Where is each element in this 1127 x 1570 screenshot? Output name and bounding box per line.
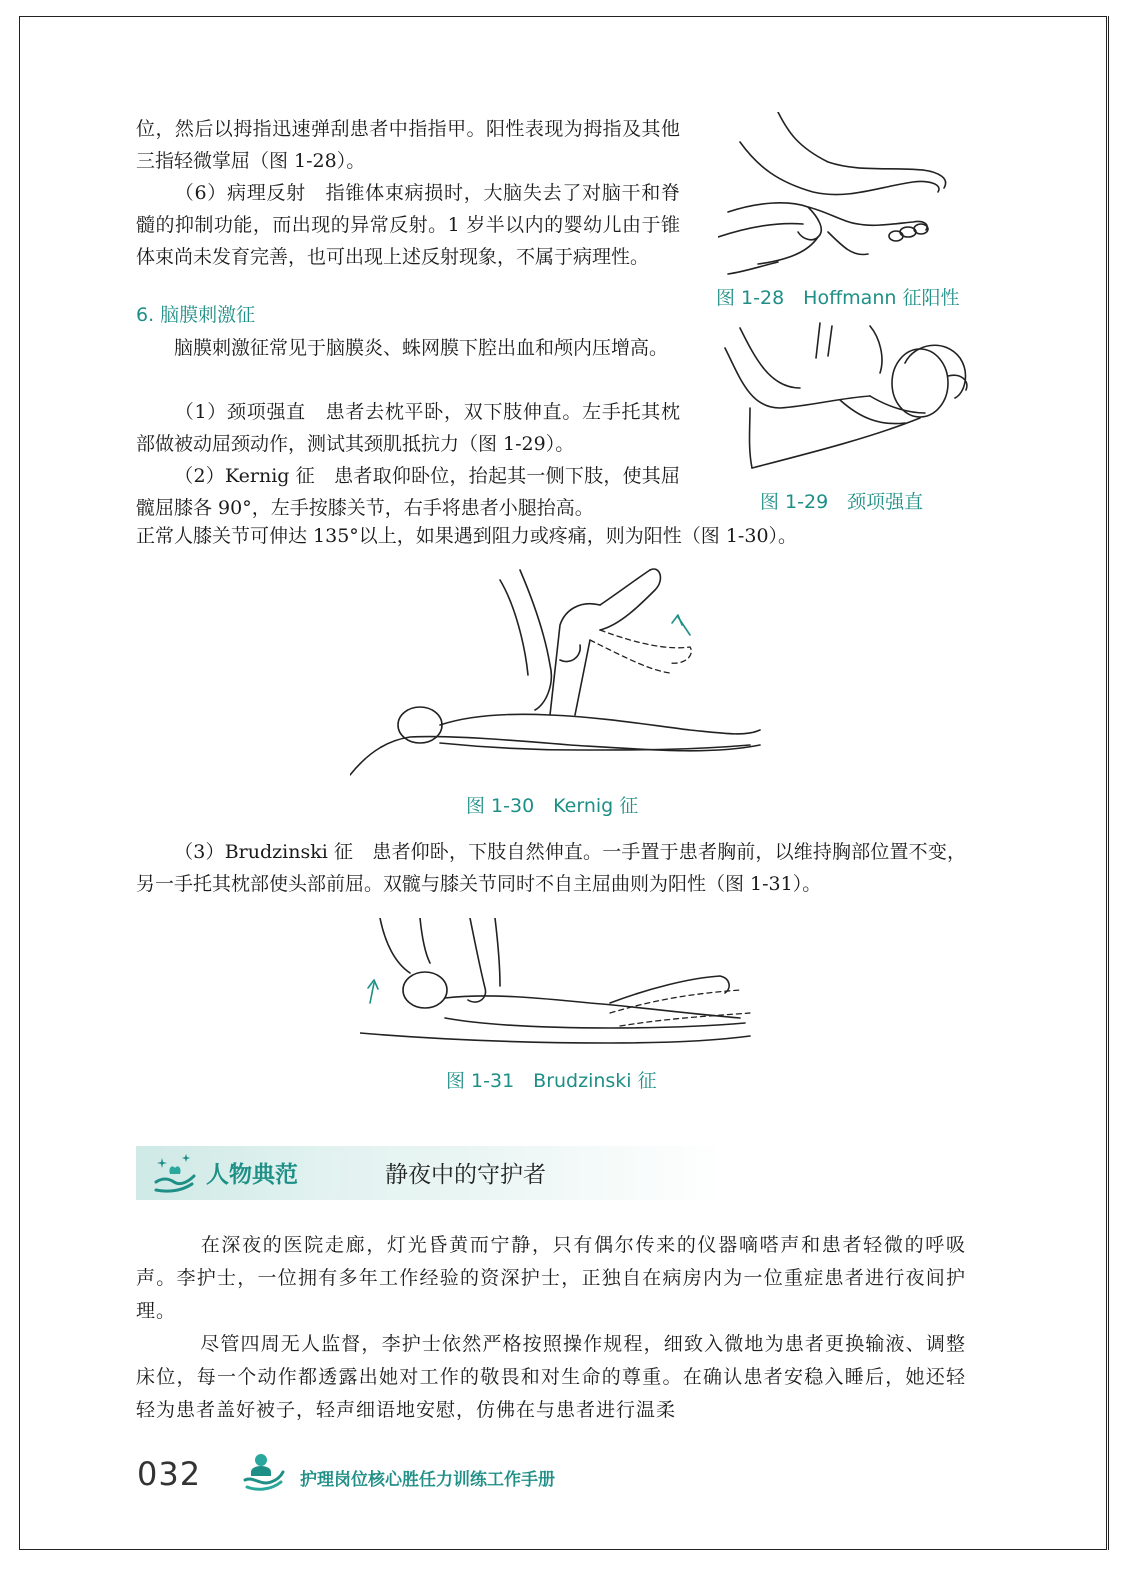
story-paragraph-1: 在深夜的医院走廊，灯光昏黄而宁静，只有偶尔传来的仪器嘀嗒声和患者轻微的呼吸声。李护士，一位拥有多年工作经验的资深护士，正独自在病房内为一位重症患者进行夜间护理。: [136, 1234, 966, 1322]
banner-label: 人物典范: [206, 1162, 298, 1188]
figure-caption-1-28: 图 1-28 Hoffmann 征阳性: [716, 287, 960, 309]
brudzinski-illustration: [360, 918, 760, 1058]
page-edge-line: [1108, 16, 1109, 1550]
story-paragraph-2: 尽管四周无人监督，李护士依然严格按照操作规程，细致入微地为患者更换输液、调整床位，每一个动作都透露出她对工作的敬畏和对生命的尊重。在确认患者安稳入睡后，她还轻轻为患者盖好被子，轻声细语地安慰，仿佛在与患者进行温柔: [136, 1333, 966, 1421]
figure-caption-1-29: 图 1-29 颈项强直: [760, 491, 924, 513]
figure-caption-1-31: 图 1-31 Brudzinski 征: [446, 1070, 657, 1092]
section-heading: 6. 脑膜刺激征: [136, 304, 256, 326]
hoffmann-illustration: [718, 112, 978, 277]
paragraph-kernig-cont: 正常人膝关节可伸达 135°以上，如果遇到阻力或疼痛，则为阳性（图 1-30）。: [136, 525, 798, 547]
nurse-logo-icon: [243, 1450, 285, 1492]
paragraph-hoffmann-end: 位，然后以拇指迅速弹刮患者中指指甲。阳性表现为拇指及其他三指轻微掌屈（图 1-28）。: [136, 118, 680, 172]
banner-title: 静夜中的守护者: [385, 1162, 546, 1188]
paragraph-pathological-reflex: （6）病理反射 指锥体束病损时，大脑失去了对脑干和脊髓的抑制功能，而出现的异常反射。1 岁半以内的婴幼儿由于锥体束尚未发育完善，也可出现上述反射现象，不属于病理性。: [136, 182, 680, 268]
page-number: 032: [137, 1455, 202, 1493]
paragraph-brudzinski: （3）Brudzinski 征 患者仰卧，下肢自然伸直。一手置于患者胸前，以维持胸部位置不变，另一手托其枕部使头部前屈。双髋与膝关节同时不自主屈曲则为阳性（图 1-31）。: [136, 841, 966, 895]
kernig-illustration: [350, 565, 780, 785]
figure-caption-1-30: 图 1-30 Kernig 征: [466, 795, 639, 817]
neck-stiffness-illustration: [720, 318, 990, 488]
book-title: 护理岗位核心胜任力训练工作手册: [300, 1470, 555, 1490]
paragraph-kernig: （2）Kernig 征 患者取仰卧位，抬起其一侧下肢，使其屈髋屈膝各 90°，左手按膝关节，右手将患者小腿抬高。: [136, 465, 680, 519]
paragraph-neck-stiffness: （1）颈项强直 患者去枕平卧，双下肢伸直。左手托其枕部做被动屈颈动作，测试其颈肌抵抗力（图 1-29）。: [136, 401, 680, 455]
paragraph-meningeal-intro: 脑膜刺激征常见于脑膜炎、蛛网膜下腔出血和颅内压增高。: [174, 337, 669, 359]
hands-sparkle-icon: [152, 1152, 198, 1196]
